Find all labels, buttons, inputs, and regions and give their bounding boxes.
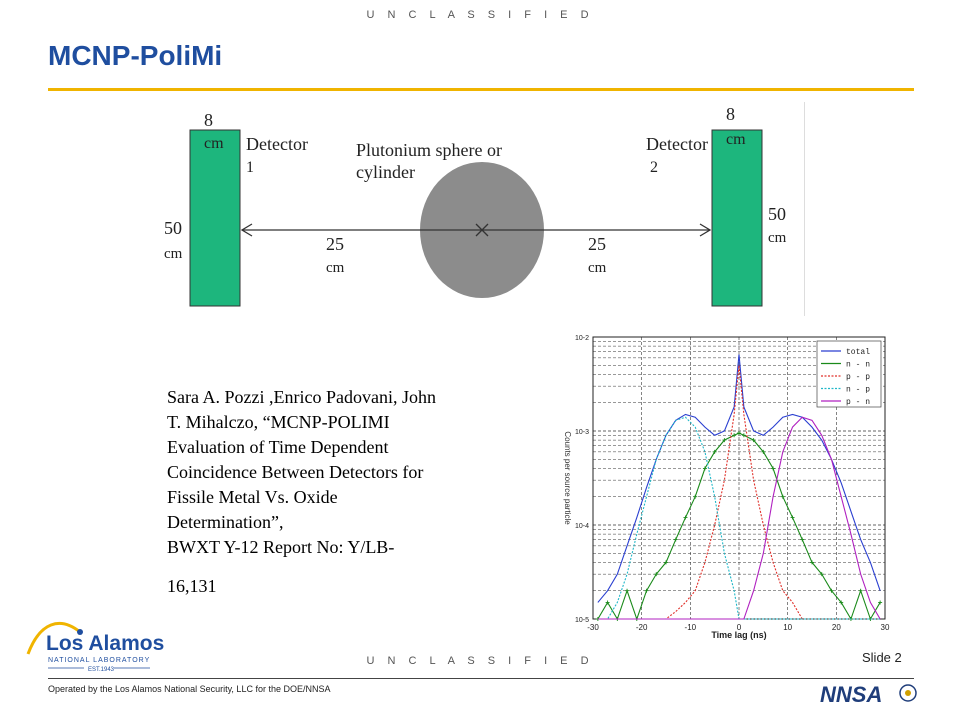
citation-line: Evaluation of Time Dependent [167,437,389,457]
classification-footer: U N C L A S S I F I E D [366,655,594,667]
detector-2-number: 2 [650,159,658,176]
slide-number: Slide 2 [862,650,902,665]
height-label-right-value: 50 [768,204,786,224]
width-label-right-value: 8 [726,104,735,124]
detector-1-number: 1 [246,159,254,176]
sphere-label: Plutonium sphere or [356,140,502,160]
citation-line: BWXT Y-12 Report No: Y/LB- [167,537,395,557]
slide-title: MCNP-PoliMi [48,40,223,71]
legend-label: n - n [846,360,871,370]
data-point [674,538,678,542]
citation-text [167,385,497,599]
data-point [693,495,697,499]
logo-sub: NATIONAL LABORATORY [48,657,151,664]
legend-label: p - p [846,373,871,382]
x-tick-label: 10 [783,623,793,632]
citation-line: T. Mihalczo, “MCNP-POLIMI [167,412,390,432]
logo-est: EST.1943 [88,667,115,673]
x-axis-label: Time lag (ns) [711,630,767,640]
data-point [683,516,687,520]
operated-by-text: Operated by the Los Alamos National Security, LLC for the DOE/NNSA [48,684,331,694]
y-tick-label: 10-2 [574,335,589,342]
detector-geometry-diagram [150,100,810,320]
width-label-left-unit: cm [204,135,224,152]
y-tick-label: 10-3 [574,429,589,436]
series-line-n-n [598,433,880,619]
legend-label: total [846,348,871,357]
x-tick-label: 20 [831,623,841,632]
nnsa-logo [818,682,918,706]
height-label-left-value: 50 [164,218,182,238]
data-point [800,538,804,542]
classification-header: U N C L A S S I F I E D [366,9,594,21]
detector-1-label: Detector [246,134,308,154]
time-lag-chart [555,325,895,645]
y-tick-label: 10-4 [574,523,589,530]
citation-line: Fissile Metal Vs. Oxide [167,487,338,507]
detector-2-label: Detector [646,134,708,154]
height-label-left-unit: cm [164,246,183,262]
width-label-left-value: 8 [204,110,213,130]
sphere-label-2: cylinder [356,162,415,182]
x-tick-label: -20 [635,623,648,632]
citation-line: Sara A. Pozzi ,Enrico Padovani, John [167,387,436,407]
distance-right-value: 25 [588,234,606,254]
citation-line: Determination”, [167,512,284,532]
diagram-edge [804,102,805,316]
data-point [732,433,736,437]
x-tick-label: -30 [587,623,599,632]
distance-left-unit: cm [326,260,345,276]
height-label-right-unit: cm [768,230,787,246]
data-point [737,431,741,435]
distance-right-unit: cm [588,260,607,276]
nnsa-wordmark: NNSA [820,682,883,706]
detector-1 [190,130,240,306]
citation-line: 16,131 [167,576,217,596]
x-tick-label: 0 [736,623,742,632]
x-tick-label: -10 [684,623,697,632]
logo-name: Los Alamos [46,632,165,655]
x-tick-label: 30 [880,623,890,632]
data-point [742,433,746,437]
citation-line: Coincidence Between Detectors for [167,462,424,482]
y-axis-label: Counts per source particle [563,431,572,525]
title-rule [48,88,914,91]
footer-rule [48,678,914,679]
distance-left-value: 25 [326,234,344,254]
data-point [859,589,863,593]
detector-2 [712,130,762,306]
legend-label: p - n [846,398,871,407]
data-point [791,516,795,520]
chart-legend [817,341,881,407]
y-tick-label: 10-5 [574,617,589,624]
data-point [625,589,629,593]
width-label-right-unit: cm [726,131,746,148]
data-point [781,495,785,499]
legend-label: n - p [846,385,871,395]
